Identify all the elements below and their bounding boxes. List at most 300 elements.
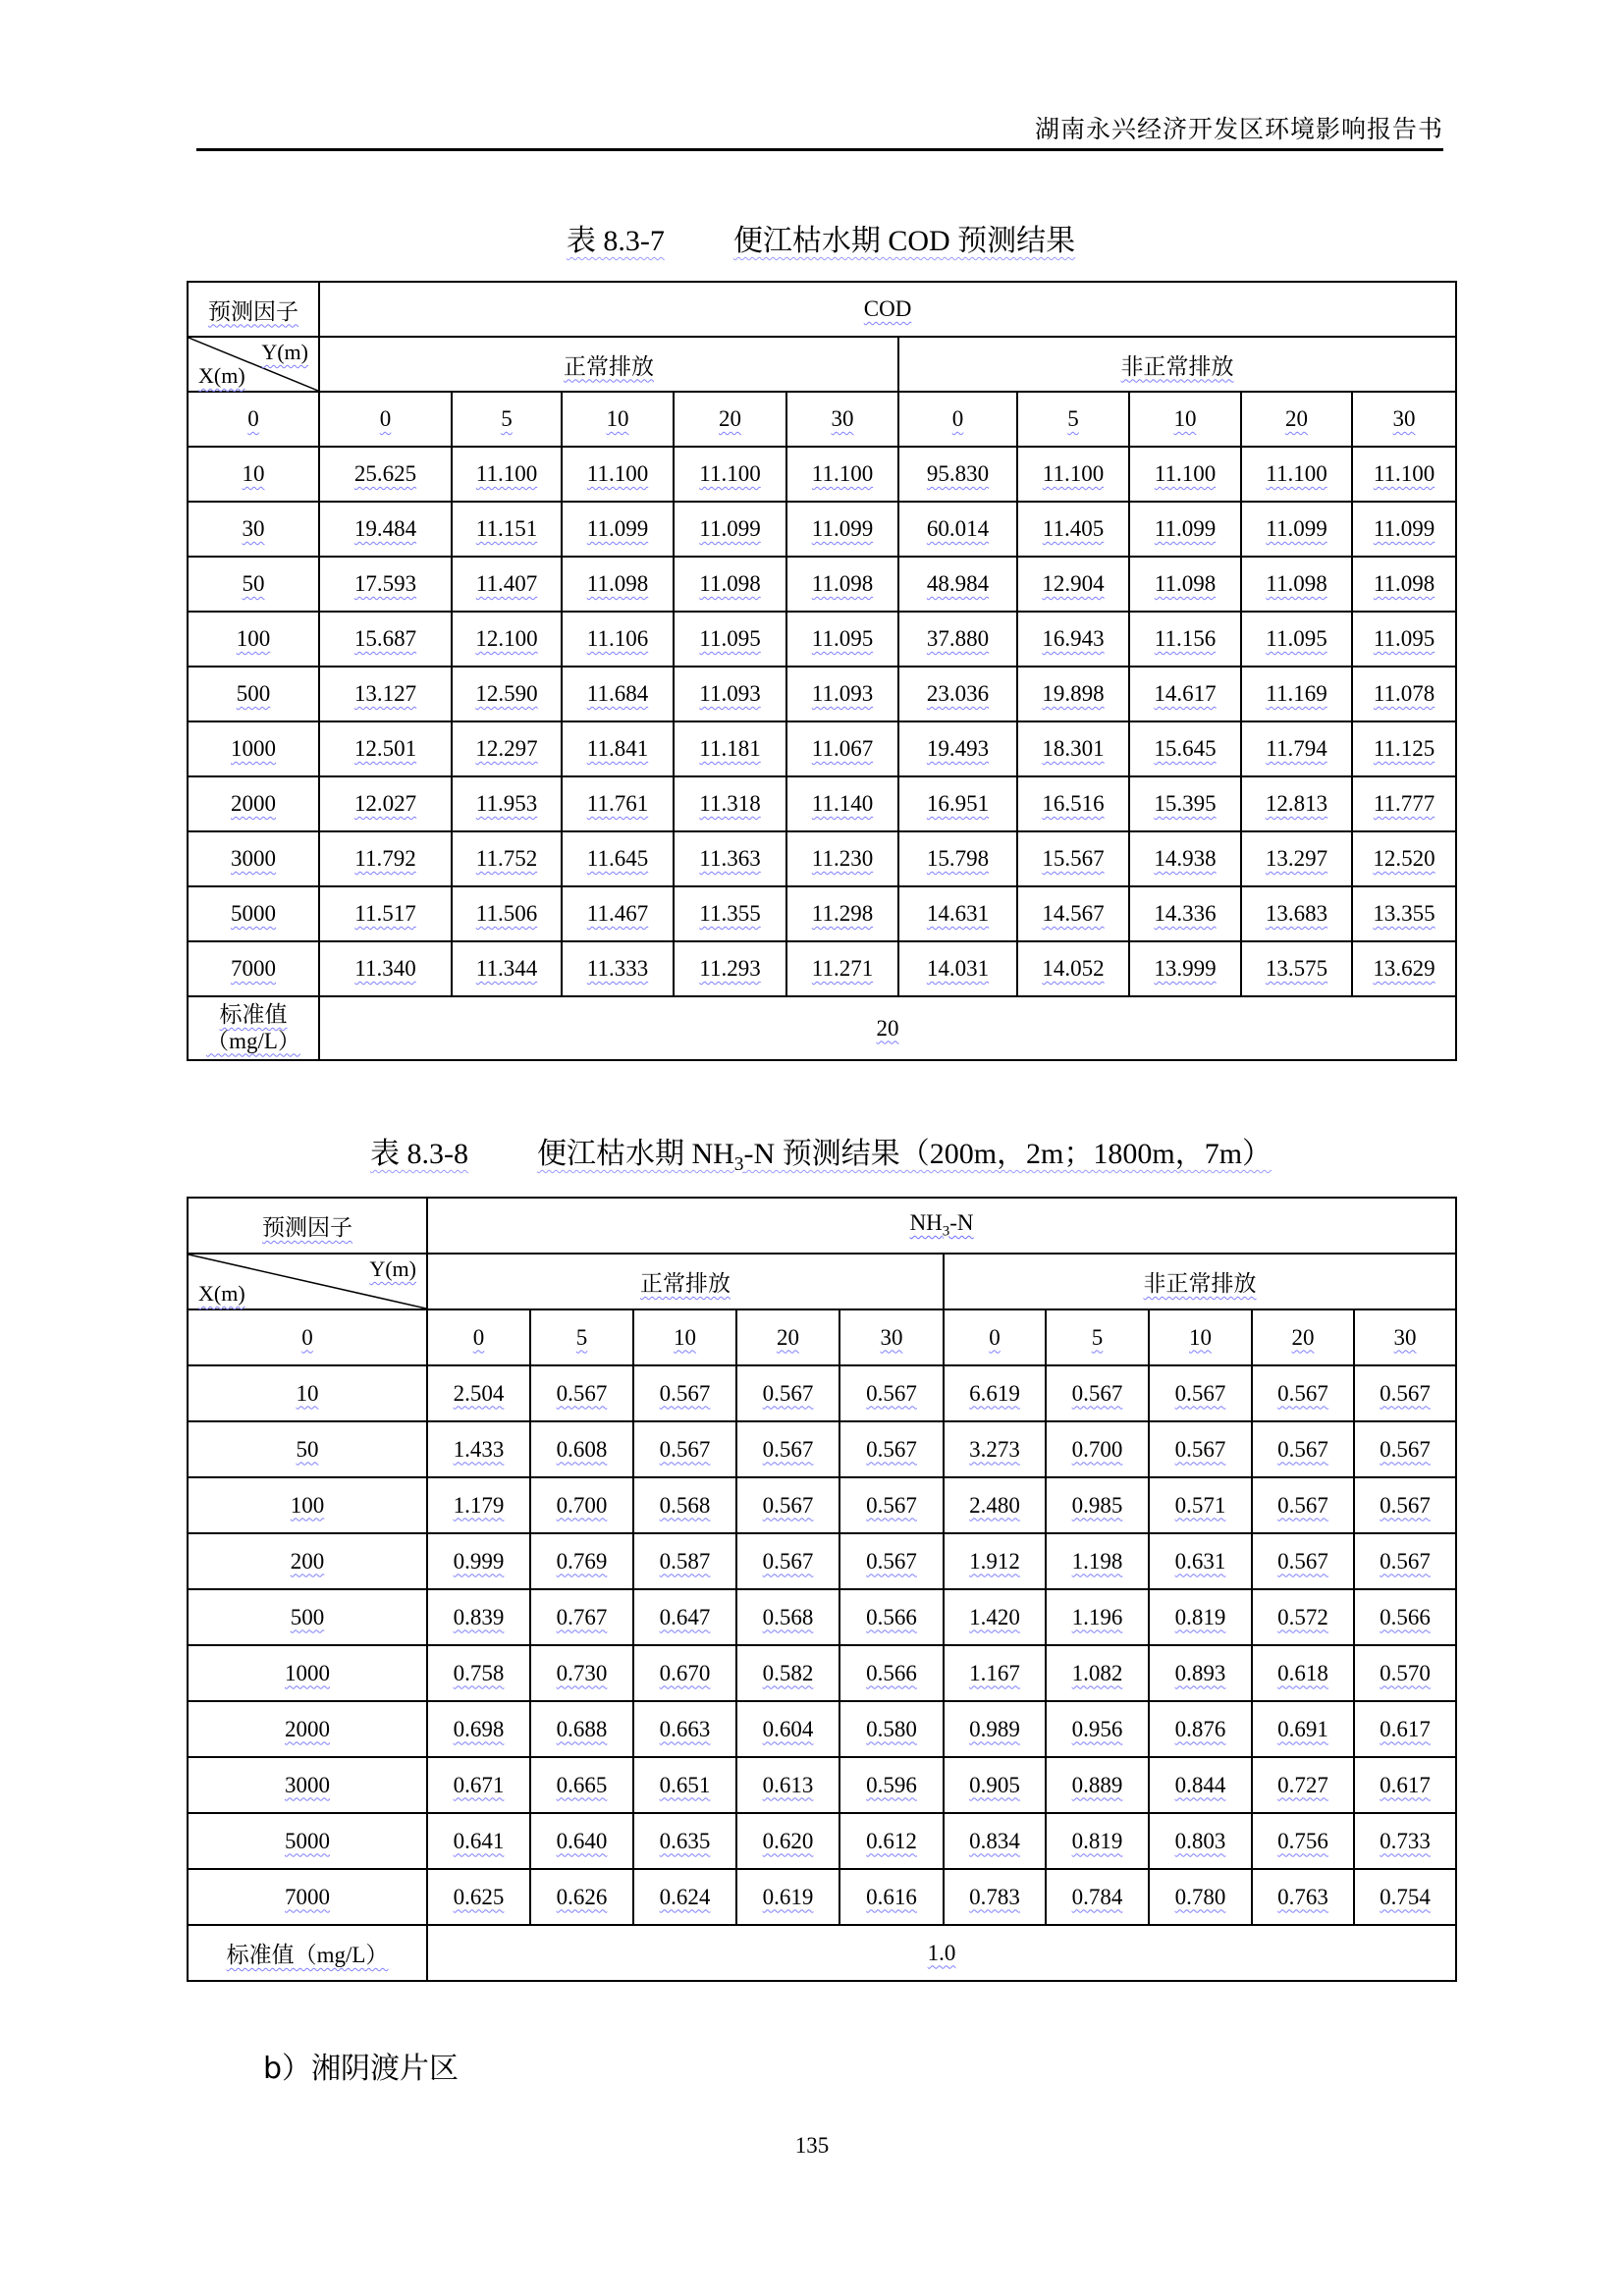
concentration-cell: 14.031	[898, 941, 1017, 996]
concentration-cell: 15.395	[1129, 776, 1241, 831]
concentration-cell: 0.670	[633, 1645, 736, 1701]
concentration-cell: 14.567	[1017, 886, 1129, 941]
x-distance-cell: 500	[188, 1589, 427, 1645]
concentration-cell: 0.647	[633, 1589, 736, 1645]
concentration-cell: 11.318	[674, 776, 786, 831]
concentration-cell: 0.587	[633, 1533, 736, 1589]
concentration-cell: 0.665	[530, 1757, 633, 1813]
concentration-cell: 11.067	[786, 721, 898, 776]
concentration-cell: 0.839	[427, 1589, 530, 1645]
axis-corner-cell	[188, 337, 319, 392]
concentration-cell: 0.700	[1046, 1421, 1149, 1477]
concentration-cell: 13.575	[1241, 941, 1352, 996]
concentration-cell: 11.098	[1129, 557, 1241, 612]
table-row	[188, 1421, 1456, 1477]
concentration-cell: 12.904	[1017, 557, 1129, 612]
group-normal-header: 正常排放	[319, 337, 898, 392]
concentration-cell: 11.098	[674, 557, 786, 612]
y-header-cell: 30	[839, 1309, 944, 1365]
group-header-row	[188, 337, 1456, 392]
x-zero-header-cell: 0	[188, 1309, 427, 1365]
concentration-cell: 18.301	[1017, 721, 1129, 776]
concentration-cell: 0.624	[633, 1869, 736, 1925]
concentration-cell: 14.631	[898, 886, 1017, 941]
concentration-cell: 11.099	[562, 502, 674, 557]
concentration-cell: 0.567	[736, 1477, 839, 1533]
concentration-cell: 0.571	[1149, 1477, 1252, 1533]
x-distance-cell: 100	[188, 612, 319, 667]
x-distance-cell: 7000	[188, 941, 319, 996]
concentration-cell: 13.629	[1352, 941, 1456, 996]
concentration-cell: 16.516	[1017, 776, 1129, 831]
concentration-cell: 1.433	[427, 1421, 530, 1477]
y-header-cell: 0	[427, 1309, 530, 1365]
concentration-cell: 11.230	[786, 831, 898, 886]
concentration-cell: 11.777	[1352, 776, 1456, 831]
y-header-cell: 20	[736, 1309, 839, 1365]
x-distance-cell: 200	[188, 1533, 427, 1589]
concentration-cell: 0.631	[1149, 1533, 1252, 1589]
concentration-cell: 11.506	[452, 886, 562, 941]
cod-prediction-table	[187, 281, 1457, 1061]
table-caption-cod	[187, 216, 1455, 259]
concentration-cell: 0.572	[1252, 1589, 1354, 1645]
concentration-cell: 0.626	[530, 1869, 633, 1925]
concentration-cell: 11.100	[1017, 447, 1129, 502]
concentration-cell: 11.405	[1017, 502, 1129, 557]
y-header-cell: 5	[530, 1309, 633, 1365]
data-rows	[188, 447, 1456, 996]
concentration-cell: 0.567	[1354, 1477, 1456, 1533]
concentration-cell: 0.730	[530, 1645, 633, 1701]
concentration-cell: 11.340	[319, 941, 452, 996]
concentration-cell: 11.169	[1241, 667, 1352, 721]
concentration-cell: 0.889	[1046, 1757, 1149, 1813]
concentration-cell: 0.612	[839, 1813, 944, 1869]
table-row	[188, 886, 1456, 941]
concentration-cell: 0.566	[839, 1589, 944, 1645]
table-row	[188, 721, 1456, 776]
concentration-cell: 0.819	[1149, 1589, 1252, 1645]
standard-value-cell: 20	[319, 996, 1456, 1060]
concentration-cell: 11.752	[452, 831, 562, 886]
table-row	[188, 557, 1456, 612]
concentration-cell: 11.363	[674, 831, 786, 886]
concentration-cell: 11.098	[1241, 557, 1352, 612]
concentration-cell: 95.830	[898, 447, 1017, 502]
x-distance-cell: 50	[188, 557, 319, 612]
concentration-cell: 11.100	[674, 447, 786, 502]
concentration-cell: 0.691	[1252, 1701, 1354, 1757]
y-header-cell: 20	[1252, 1309, 1354, 1365]
factor-label-cell: 预测因子	[188, 1198, 427, 1254]
concentration-cell: 0.567	[1252, 1477, 1354, 1533]
x-distance-cell: 7000	[188, 1869, 427, 1925]
concentration-cell: 11.099	[1129, 502, 1241, 557]
x-distance-cell: 2000	[188, 1701, 427, 1757]
concentration-cell: 0.784	[1046, 1869, 1149, 1925]
standard-row	[188, 1925, 1456, 1981]
standard-value-cell: 1.0	[427, 1925, 1456, 1981]
concentration-cell: 0.567	[1252, 1365, 1354, 1421]
concentration-cell: 0.625	[427, 1869, 530, 1925]
concentration-cell: 23.036	[898, 667, 1017, 721]
concentration-cell: 1.196	[1046, 1589, 1149, 1645]
concentration-cell: 1.082	[1046, 1645, 1149, 1701]
concentration-cell: 11.099	[674, 502, 786, 557]
concentration-cell: 0.671	[427, 1757, 530, 1813]
concentration-cell: 11.355	[674, 886, 786, 941]
concentration-cell: 19.898	[1017, 667, 1129, 721]
standard-label-cell: 标准值（mg/L）	[188, 1925, 427, 1981]
y-header-cell: 30	[1352, 392, 1456, 447]
concentration-cell: 11.078	[1352, 667, 1456, 721]
y-header-cell: 20	[674, 392, 786, 447]
concentration-cell: 0.596	[839, 1757, 944, 1813]
concentration-cell: 0.567	[1046, 1365, 1149, 1421]
concentration-cell: 48.984	[898, 557, 1017, 612]
table-row	[188, 1757, 1456, 1813]
caption-title: 便江枯水期 COD 预测结果	[732, 225, 1076, 257]
table-row	[188, 447, 1456, 502]
concentration-cell: 0.567	[839, 1365, 944, 1421]
concentration-cell: 0.567	[839, 1421, 944, 1477]
concentration-cell: 0.567	[1149, 1365, 1252, 1421]
group-normal-header: 正常排放	[427, 1254, 944, 1309]
concentration-cell: 11.106	[562, 612, 674, 667]
concentration-cell: 2.504	[427, 1365, 530, 1421]
concentration-cell: 0.567	[839, 1533, 944, 1589]
concentration-cell: 14.336	[1129, 886, 1241, 941]
axis-corner-cell	[188, 1254, 427, 1309]
concentration-cell: 16.943	[1017, 612, 1129, 667]
concentration-cell: 0.613	[736, 1757, 839, 1813]
x-distance-cell: 50	[188, 1421, 427, 1477]
concentration-cell: 0.663	[633, 1701, 736, 1757]
group-header-row	[188, 1254, 1456, 1309]
table-row	[188, 941, 1456, 996]
group-abnormal-header: 非正常排放	[898, 337, 1456, 392]
concentration-cell: 0.567	[1354, 1365, 1456, 1421]
concentration-cell: 2.480	[944, 1477, 1046, 1533]
x-axis-label: X(m)	[198, 1281, 245, 1306]
concentration-cell: 11.333	[562, 941, 674, 996]
concentration-cell: 0.834	[944, 1813, 1046, 1869]
table-row	[188, 667, 1456, 721]
y-header-cell: 5	[1046, 1309, 1149, 1365]
concentration-cell: 37.880	[898, 612, 1017, 667]
concentration-cell: 0.640	[530, 1813, 633, 1869]
factor-row	[188, 282, 1456, 337]
x-distance-cell: 3000	[188, 1757, 427, 1813]
concentration-cell: 1.179	[427, 1477, 530, 1533]
concentration-cell: 12.813	[1241, 776, 1352, 831]
concentration-cell: 12.590	[452, 667, 562, 721]
section-heading: b）湘阴渡片区	[263, 2052, 460, 2086]
concentration-cell: 0.733	[1354, 1813, 1456, 1869]
concentration-cell: 0.698	[427, 1701, 530, 1757]
concentration-cell: 11.684	[562, 667, 674, 721]
concentration-cell: 11.151	[452, 502, 562, 557]
table-row	[188, 1533, 1456, 1589]
concentration-cell: 3.273	[944, 1421, 1046, 1477]
concentration-cell: 0.566	[1354, 1589, 1456, 1645]
concentration-cell: 0.635	[633, 1813, 736, 1869]
caption-title: 便江枯水期 $NH_3-N$ 预测结果（200m，2m；1800m，7m）	[536, 1138, 1272, 1175]
concentration-cell: 0.844	[1149, 1757, 1252, 1813]
concentration-cell: 14.052	[1017, 941, 1129, 996]
concentration-cell: 11.098	[1352, 557, 1456, 612]
y-header-cell: 0	[944, 1309, 1046, 1365]
table-row	[188, 776, 1456, 831]
x-axis-label: X(m)	[198, 363, 245, 388]
concentration-cell: 0.570	[1354, 1645, 1456, 1701]
concentration-cell: 0.758	[427, 1645, 530, 1701]
concentration-cell: 0.783	[944, 1869, 1046, 1925]
y-header-cell: 30	[1354, 1309, 1456, 1365]
concentration-cell: 11.100	[786, 447, 898, 502]
concentration-cell: 11.181	[674, 721, 786, 776]
table-row	[188, 1477, 1456, 1533]
concentration-cell: 11.095	[674, 612, 786, 667]
concentration-cell: 15.687	[319, 612, 452, 667]
x-distance-cell: 1000	[188, 1645, 427, 1701]
concentration-cell: 0.905	[944, 1757, 1046, 1813]
concentration-cell: 12.027	[319, 776, 452, 831]
concentration-cell: 0.780	[1149, 1869, 1252, 1925]
y-header-cell: 10	[1149, 1309, 1252, 1365]
y-header-cell: 5	[1017, 392, 1129, 447]
concentration-cell: 0.582	[736, 1645, 839, 1701]
concentration-cell: 0.956	[1046, 1701, 1149, 1757]
y-axis-label: Y(m)	[369, 1256, 416, 1281]
concentration-cell: 0.688	[530, 1701, 633, 1757]
y-header-cell: 10	[1129, 392, 1241, 447]
table-row	[188, 1813, 1456, 1869]
concentration-cell: 0.567	[839, 1477, 944, 1533]
concentration-cell: 11.953	[452, 776, 562, 831]
x-distance-cell: 5000	[188, 886, 319, 941]
concentration-cell: 11.298	[786, 886, 898, 941]
y-header-row	[188, 392, 1456, 447]
concentration-cell: 11.100	[1129, 447, 1241, 502]
concentration-cell: 1.167	[944, 1645, 1046, 1701]
x-distance-cell: 100	[188, 1477, 427, 1533]
concentration-cell: 0.567	[1149, 1421, 1252, 1477]
standard-label-cell: 标准值 （mg/L）	[188, 996, 319, 1060]
concentration-cell: 11.271	[786, 941, 898, 996]
x-distance-cell: 30	[188, 502, 319, 557]
factor-label-cell: 预测因子	[188, 282, 319, 337]
concentration-cell: 0.616	[839, 1869, 944, 1925]
y-axis-label: Y(m)	[261, 340, 308, 364]
y-header-cell: 0	[319, 392, 452, 447]
concentration-cell: 0.608	[530, 1421, 633, 1477]
concentration-cell: 12.520	[1352, 831, 1456, 886]
concentration-cell: 12.501	[319, 721, 452, 776]
y-header-cell: 10	[562, 392, 674, 447]
concentration-cell: 0.763	[1252, 1869, 1354, 1925]
concentration-cell: 6.619	[944, 1365, 1046, 1421]
running-header-title: 湖南永兴经济开发区环境影响报告书	[1034, 117, 1443, 143]
table-row	[188, 612, 1456, 667]
concentration-cell: 11.467	[562, 886, 674, 941]
concentration-cell: 11.093	[674, 667, 786, 721]
group-abnormal-header: 非正常排放	[944, 1254, 1456, 1309]
concentration-cell: 11.099	[1352, 502, 1456, 557]
concentration-cell: 11.100	[562, 447, 674, 502]
concentration-cell: 11.095	[786, 612, 898, 667]
concentration-cell: 0.567	[736, 1421, 839, 1477]
x-distance-cell: 5000	[188, 1813, 427, 1869]
concentration-cell: 11.100	[1241, 447, 1352, 502]
concentration-cell: 11.140	[786, 776, 898, 831]
concentration-cell: 13.355	[1352, 886, 1456, 941]
concentration-cell: 0.567	[1252, 1533, 1354, 1589]
concentration-cell: 0.803	[1149, 1813, 1252, 1869]
concentration-cell: 11.841	[562, 721, 674, 776]
concentration-cell: 0.754	[1354, 1869, 1456, 1925]
caption-number: 表 8.3-8	[369, 1138, 468, 1170]
concentration-cell: 0.566	[839, 1645, 944, 1701]
concentration-cell: 14.617	[1129, 667, 1241, 721]
standard-row	[188, 996, 1456, 1060]
concentration-cell: 11.792	[319, 831, 452, 886]
concentration-cell: 0.769	[530, 1533, 633, 1589]
concentration-cell: 11.095	[1352, 612, 1456, 667]
y-header-cell: 20	[1241, 392, 1352, 447]
y-header-cell: 0	[898, 392, 1017, 447]
concentration-cell: 0.641	[427, 1813, 530, 1869]
x-distance-cell: 1000	[188, 721, 319, 776]
concentration-cell: 11.099	[1241, 502, 1352, 557]
concentration-cell: 0.567	[633, 1421, 736, 1477]
concentration-cell: 0.567	[633, 1365, 736, 1421]
concentration-cell: 0.568	[633, 1477, 736, 1533]
concentration-cell: 0.989	[944, 1701, 1046, 1757]
concentration-cell: 11.407	[452, 557, 562, 612]
concentration-cell: 0.819	[1046, 1813, 1149, 1869]
concentration-cell: 60.014	[898, 502, 1017, 557]
concentration-cell: 0.567	[1354, 1533, 1456, 1589]
concentration-cell: 0.618	[1252, 1645, 1354, 1701]
x-distance-cell: 500	[188, 667, 319, 721]
table-row	[188, 831, 1456, 886]
concentration-cell: 11.517	[319, 886, 452, 941]
factor-row	[188, 1198, 1456, 1254]
concentration-cell: 0.700	[530, 1477, 633, 1533]
concentration-cell: 11.100	[452, 447, 562, 502]
concentration-cell: 11.095	[1241, 612, 1352, 667]
x-distance-cell: 10	[188, 447, 319, 502]
concentration-cell: 0.651	[633, 1757, 736, 1813]
concentration-cell: 13.999	[1129, 941, 1241, 996]
concentration-cell: 0.567	[1354, 1421, 1456, 1477]
concentration-cell: 1.420	[944, 1589, 1046, 1645]
concentration-cell: 11.156	[1129, 612, 1241, 667]
concentration-cell: 13.297	[1241, 831, 1352, 886]
concentration-cell: 25.625	[319, 447, 452, 502]
concentration-cell: 11.344	[452, 941, 562, 996]
y-header-row	[188, 1309, 1456, 1365]
page-number: 135	[794, 2133, 830, 2158]
table-row	[188, 1701, 1456, 1757]
concentration-cell: 0.567	[736, 1365, 839, 1421]
factor-value-cell: $NH_3-N$	[427, 1198, 1456, 1254]
concentration-cell: 0.893	[1149, 1645, 1252, 1701]
concentration-cell: 11.093	[786, 667, 898, 721]
table-row	[188, 1645, 1456, 1701]
data-rows	[188, 1365, 1456, 1925]
concentration-cell: 11.098	[786, 557, 898, 612]
concentration-cell: 0.617	[1354, 1757, 1456, 1813]
concentration-cell: 0.767	[530, 1589, 633, 1645]
concentration-cell: 15.567	[1017, 831, 1129, 886]
concentration-cell: 0.604	[736, 1701, 839, 1757]
header-rule	[196, 148, 1443, 151]
concentration-cell: 0.567	[736, 1533, 839, 1589]
concentration-cell: 13.127	[319, 667, 452, 721]
caption-number: 表 8.3-7	[566, 225, 665, 257]
concentration-cell: 12.100	[452, 612, 562, 667]
concentration-cell: 0.620	[736, 1813, 839, 1869]
concentration-cell: 0.617	[1354, 1701, 1456, 1757]
table-row	[188, 1589, 1456, 1645]
concentration-cell: 0.756	[1252, 1813, 1354, 1869]
concentration-cell: 0.580	[839, 1701, 944, 1757]
concentration-cell: 11.761	[562, 776, 674, 831]
concentration-cell: 11.125	[1352, 721, 1456, 776]
concentration-cell: 0.567	[530, 1365, 633, 1421]
y-header-cell: 5	[452, 392, 562, 447]
table-row	[188, 1365, 1456, 1421]
factor-value-cell: COD	[319, 282, 1456, 337]
x-distance-cell: 10	[188, 1365, 427, 1421]
x-distance-cell: 3000	[188, 831, 319, 886]
concentration-cell: 19.484	[319, 502, 452, 557]
concentration-cell: 17.593	[319, 557, 452, 612]
concentration-cell: 15.645	[1129, 721, 1241, 776]
concentration-cell: 16.951	[898, 776, 1017, 831]
concentration-cell: 0.727	[1252, 1757, 1354, 1813]
y-header-cell: 30	[786, 392, 898, 447]
y-header-cell: 10	[633, 1309, 736, 1365]
concentration-cell: 15.798	[898, 831, 1017, 886]
concentration-cell: 0.985	[1046, 1477, 1149, 1533]
concentration-cell: 13.683	[1241, 886, 1352, 941]
concentration-cell: 11.098	[562, 557, 674, 612]
table-caption-nh3n	[187, 1129, 1455, 1176]
table-row	[188, 502, 1456, 557]
concentration-cell: 11.293	[674, 941, 786, 996]
concentration-cell: 19.493	[898, 721, 1017, 776]
concentration-cell: 0.568	[736, 1589, 839, 1645]
concentration-cell: 1.198	[1046, 1533, 1149, 1589]
concentration-cell: 0.876	[1149, 1701, 1252, 1757]
concentration-cell: 11.794	[1241, 721, 1352, 776]
table-row	[188, 1869, 1456, 1925]
x-distance-cell: 2000	[188, 776, 319, 831]
concentration-cell: 12.297	[452, 721, 562, 776]
concentration-cell: 14.938	[1129, 831, 1241, 886]
nh3n-prediction-table	[187, 1197, 1457, 1982]
concentration-cell: 0.619	[736, 1869, 839, 1925]
concentration-cell: 0.999	[427, 1533, 530, 1589]
concentration-cell: 1.912	[944, 1533, 1046, 1589]
x-zero-header-cell: 0	[188, 392, 319, 447]
concentration-cell: 11.645	[562, 831, 674, 886]
concentration-cell: 0.567	[1252, 1421, 1354, 1477]
